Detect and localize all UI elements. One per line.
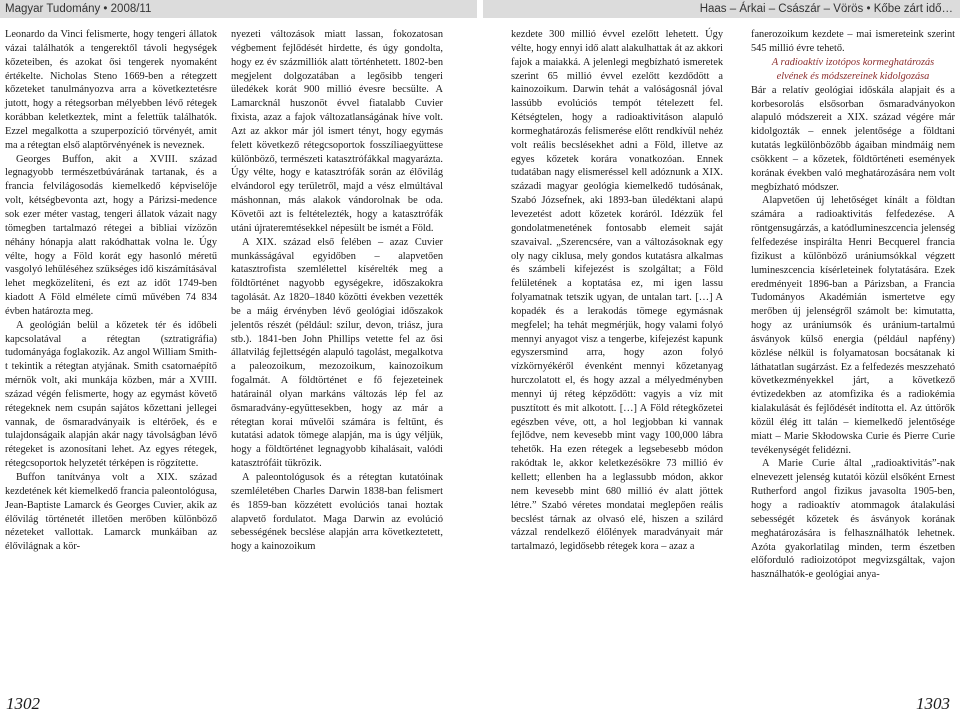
page-number-left: 1302 — [6, 694, 40, 713]
paragraph: nyezeti változások miatt lassan, fokozatosan végbement fejlődését hirdette, és úgy gondolta, hogy ez év százmilliók alatt történhetett. 1802-ben megjelent dolgozatában a legősibb tengeri üledékek korát 900 millió évesre becsülte. A Lamarcknál huszonöt évvel fiatalabb Cuvier fixista, azaz a fajok változatlanságának híve volt. Azt az akkor már jól ismert tényt, hogy egymás felett következő rétegcsoportok fosszíliaegyüttese különböző, természeti katasztrófákkal magyarázta. Úgy vélte, hogy e katasztrófák során az élővilág elvándorol egy területről, majd a vész elmúltával máshonnan, más alakok vándorolnak be oda. Követői azt is feltételezték, hogy a katasztrófák utáni újrateremtésekkel népesült be ismét a Föld. — [231, 29, 443, 234]
paragraph: Georges Buffon, akit a XVIII. század legnagyobb természetbúvárának tartanak, és a francia felvilágosodás kiemelkedő képviselője volt, kétségbevonta azt, hogy a Párizsi-medence sok ezer méter vastag, tengeri állatok vázait nagy tömegben tartalmazó rétegei a bibliai vízözön néhány hónapja alatt rakódhattak volna le. Úgy vélte, hogy a Föld korát egy hasonló méretű vasgolyó lehűléséhez szükséges idő kiszámításával lehet megközelíteni, és ezt az időt 1749-ben kiadott A Föld elmélete című művében 74 834 évben határozta meg. — [5, 153, 217, 317]
page-number-right: 1303 — [916, 694, 950, 713]
paragraph: Bár a relatív geológiai időskála alapjait és a korbesorolás elsősorban ősmaradványokon alapuló módszereit a XIX. század végére már kidolgozták – ennek jelentősége a földtani kutatás legkülönbözőbb ágaiban mindmáig nem csökkent – a kőzetek, földtörténeti események korának években való meghatározására nem volt megbízható módszer. — [751, 84, 955, 193]
subheading-line-1: A radioaktív izotópos kormeghatározás — [771, 56, 935, 68]
column-4 — [751, 28, 955, 582]
paragraph: Buffon tanítványa volt a XIX. század kezdetének két kiemelkedő francia paleontológusa, Jean-Baptiste Lamarck és Georges Cuvier, akik az élővilág történetét illetően merőben különböző nézeteket vallottak. Lamarck munkáiban az élővilágnak a kör- — [5, 472, 217, 553]
subheading-line-2: elvének és módszereinek kidolgozása — [776, 70, 930, 82]
paragraph: Leonardo da Vinci felismerte, hogy tengeri állatok vázai találhatók a tengerektől távoli hegységek kőzeteiben, és azokat ősi tengerek nyomaként értékelte. Nicholas Steno 1669-ben a rétegzett kőzeteket tanulmányozva arra a következtetésre jutott, hogy a rétegsorban mélyebben lévő rétegek korábban keletkeztek, mint a felettük találhatók. Ezzel megalkotta a szuperpozíció törvényét, amit ma a rétegtan első alaptörvényének is neveznek. — [5, 29, 217, 151]
paragraph: Alapvetően új lehetőséget kínált a földtan számára a radioaktivitás felfedezése. A röntgensugárzás, a katódlumineszcencia jelenség felfedezése inspirálta Henri Becquerel francia fizikust a különböző urániumsókkal végzett lumineszcencia kísérleteinek folytatására. Ezek eredményeit 1896-ban a Párizsban, a Francia Tudományos Akadémián ismertetve egy merőben új jelenségről számolt be: kimutatta, hogy az urániumsók és uránium-tartalmú ásványok külső energia (például napfény) közlése nélkül is folyamatosan bocsátanak ki láthatatlan sugárzást. Ez a felfedezés meszzeható következményekkel járt, a következő évtizedekben az atomfizika és a radiokémia kialakulását és fejlődését indította el. Az úttörők közül élég itt talán – kiemelkedő jelentősége miatt – Marie Skłodowska Curie és Pierre Curie tevékenységét felidézni. — [751, 195, 955, 456]
paragraph: A paleontológusok és a rétegtan kutatóinak szemléletében Charles Darwin 1838-ban felismert és 1859-ban közzétett evolúciós tanai hoztak alapvető fordulatot. Maga Darwin az evolúció sebességének becslése alapján arra következtetett, hogy a kainozoikum — [231, 472, 443, 553]
paragraph: fanerozoikum kezdete – mai ismereteink szerint 545 millió évre tehető. — [751, 29, 955, 54]
paragraph: A geológián belül a kőzetek tér és időbeli kapcsolatával a rétegtan (sztratigráfia) tudományága foglakozik. Az angol William Smith-t tekintik a rétegtan atyjának. Smith csatornaépítő mérnök volt, aki munkája közben, már a XVIII. század végén felismerte, hogy az egymást követő rétegeknek nem csupán sajátos kőzettani jellegei vannak, de ősmaradványaik is eltérőek, és e tulajdonságaik alapján akár nagy távolságban lévő rétegeket is azonosítani lehet. Az egyes rétegek, rétegcsoportok helyzetét térképen is rögzítette. — [5, 319, 217, 470]
paragraph: kezdete 300 millió évvel ezelőtt lehetett. Úgy vélte, hogy ennyi idő alatt alakulhattak át az akkori fajok a maiakká. A jelenlegi megbízható ismeretek szerint 65 millió évvel ezelőtt kezdődött a kainozoikum. Darwin tehát a valóságosnál jóval lassúbb evolúciós tempót tételezett fel. Kétségtelen, hogy a radioaktivitáson alapuló kormeghatározás felismerése előtt rendkívül nehéz volt reális becslésekhet adni a Föld, illetve az egyes kőzetek korára vonatkozóan. Ennek tudatában nagy elismeréssel kell adóznunk a XIX. századi magyar geológia kiemelkedő tudósának, Szabó Józsefnek, aki 1893-ban üledéktani alapú levezetést adott kőzetek koráról. Idézzük fel gondolatmenetének fontosabb elemeit saját szavaival. „Szerencsére, van a változásoknak egy oly nagy ciklusa, mely gondos kutatásra alkalmas és számbeli kifejezést is szolgáltat; a Föld felületének a koptatása ez, mi igen lassu folyamatnak tetszik ugyan, de untalan tart. […] A kopadék és a lerakodás tömege egymásnak megfelel; ha tehát megmérjük, hogy valami folyó mennyi anyagot visz a tengerbe, kifejezést kapunk egyszersmind arra, hogy azon folyó vízkörnyékéről évenként mennyi kőzetanyag hurczolatott el, és hogy azzal a mélyedményben mennyi új réteg képződött: vagyis a víz mit pusztított és mit alkotott. […] A Föld rétegkőzetei egészben véve, ott, a hol legjobban ki vannak fejlődve, nem kevesebb mint vagy 100,000 lábra tehetők. Ha ezen rétegek a legsebesebb módon rakódtak le, akkor keletkezésökre 73 millió év kellett; ellenben ha a leglassubb módon, akkor nem kevesebb mint 680 millió év alatt jöttek létre.” Szabó véretes mondatai meglepően reális becslést tárnak az olvasó elé, hiszen a szilárd vázzal rendelkező élőlények maradványait már tartalmazó, legidősebb rétegek kora – azaz a — [511, 29, 723, 553]
running-header-right: Haas – Árkai – Császár – Vörös • Kőbe zárt idő… — [483, 0, 960, 18]
paragraph: A XIX. század első felében – azaz Cuvier munkásságával egyidőben – alapvetően katasztrofista szemlélettel kísérelték meg a földtörténet nagyobb egységekre, időszakokra tagolását. Az 1820–1840 közötti években vezették be a máig érvényben lévő geológiai időszakok jelentős részét (például: szilur, devon, triász, jura stb.). 1841-ben John Phillips vetette fel az ősi állatvilág fejlettségén alapuló tagolást, megalkotva a paleozoikum, mezozoikum, kainozoikum fogalmát. A földtörténet e fő fejezeteinek határainál olyan markáns változás lép fel az ősmaradvány-együttesekben, hogy az már a rétegtan korai művelői számára is feltűnt, és kutatási adatok tömege alapján, ma is úgy véljük, hogy a földtörténet legnagyobb kihalásait, valódi katasztrófáit tükrözik. — [231, 236, 443, 470]
section-subheading — [751, 56, 955, 84]
column-1 — [5, 28, 217, 554]
paragraph: A Marie Curie által „radioaktivitás”-nak elnevezett jelenség kutatói közül elsőként Ernest Rutherford angol fizikus javasolta 1905-ben, hogy a radioaktív atommagok átalakulási sebességét kőzetek és ásványok korának meghatározására is felhasználhatók lehetnek. Azóta gyakorlatilag minden, term észetben előforduló radioizotópot megvizsgáltak, vajon használhatók-e geológiai anya- — [751, 458, 955, 581]
column-3 — [511, 28, 723, 554]
column-2 — [231, 28, 443, 554]
running-header-left: Magyar Tudomány • 2008/11 — [0, 0, 477, 18]
